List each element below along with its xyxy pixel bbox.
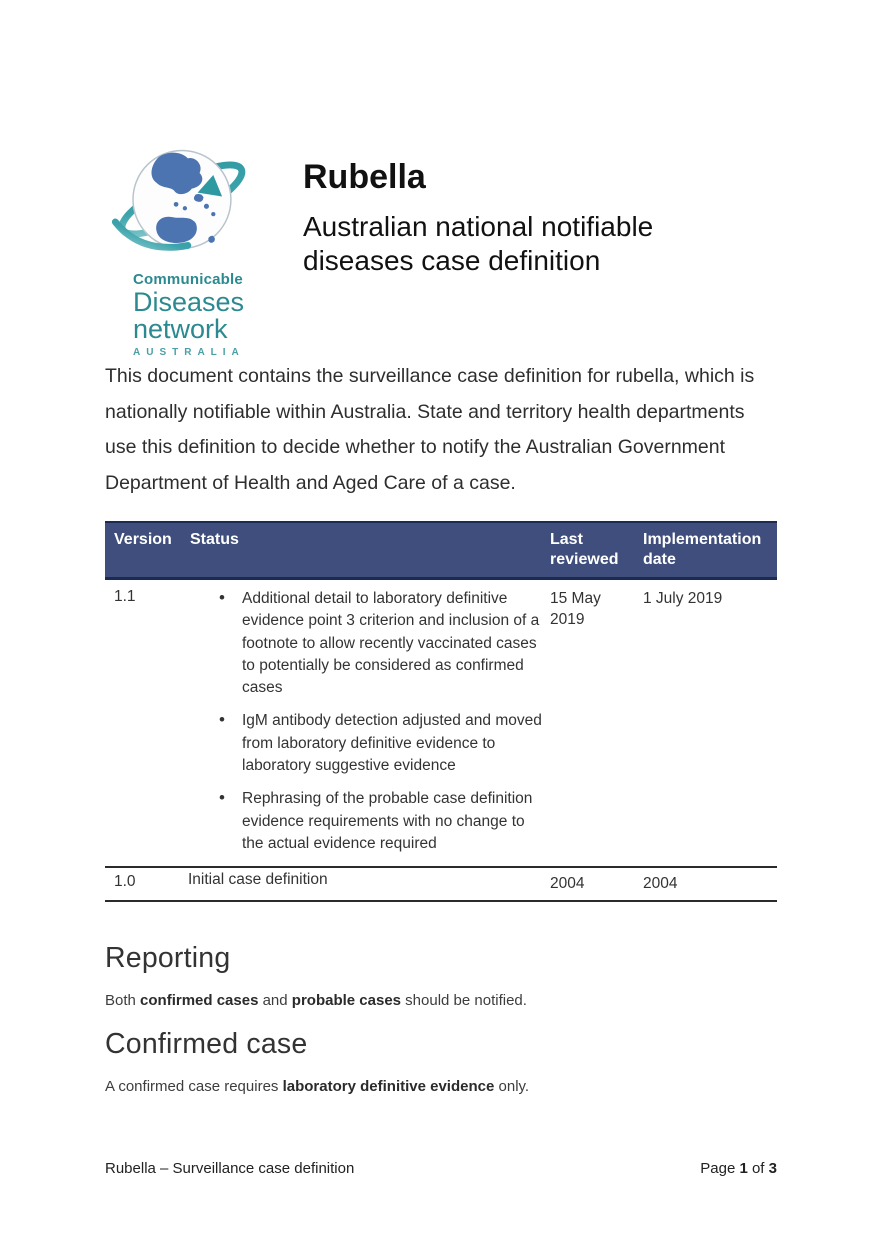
logo-word-diseases: Diseases: [133, 287, 245, 317]
last-reviewed-cell: 15 May 2019: [550, 590, 601, 628]
total-page-count: 3: [768, 1160, 777, 1177]
text-run: A confirmed case requires: [105, 1078, 283, 1095]
status-bullet: • IgM antibody detection adjusted and moved from laboratory definitive evidence to laboratory suggestive evidence: [188, 710, 548, 777]
column-header-status: Status: [188, 522, 548, 579]
version-cell: 1.0: [105, 867, 188, 901]
bold-laboratory-definitive-evidence: laboratory definitive evidence: [282, 1078, 495, 1095]
implementation-date-cell: 1 July 2019: [643, 590, 723, 607]
status-bullet-list: [188, 588, 548, 855]
text-run: and: [258, 992, 292, 1009]
logo-word-network: network: [133, 314, 228, 344]
confirmed-case-paragraph: [105, 1078, 529, 1095]
last-reviewed-cell: 2004: [548, 867, 641, 901]
text-run: Both: [105, 992, 141, 1009]
version-cell: 1.1: [114, 588, 136, 605]
page-title: Rubella: [303, 158, 426, 196]
cdna-logo: [110, 126, 260, 358]
logo-word-australia: AUSTRALIA: [133, 347, 245, 358]
page-footer: [105, 1160, 777, 1177]
status-cell: Initial case definition: [188, 867, 548, 901]
title-block: [303, 158, 763, 278]
version-history-table: [105, 521, 777, 902]
current-page-number: 1: [739, 1160, 748, 1177]
globe-swoosh-icon: [110, 126, 250, 268]
intro-paragraph: This document contains the surveillance case definition for rubella, which is nationally notifiable within Australia. State and territory health departments use this definition to decide whether to notify the Australian Government Department of Health and Aged Care of a case.: [105, 365, 755, 494]
text-run: only.: [494, 1078, 530, 1095]
page-subtitle: Australian national notifiable diseases case definition: [303, 211, 654, 276]
table-row: [105, 579, 777, 868]
table-header-row: [105, 522, 777, 579]
logo-word-communicable: Communicable: [133, 271, 243, 288]
confirmed-case-heading: Confirmed case: [105, 1028, 308, 1060]
column-header-implementation-date: Implementation date: [641, 522, 777, 579]
text-run: of: [747, 1160, 769, 1177]
reporting-heading: Reporting: [105, 942, 231, 974]
status-bullet: • Additional detail to laboratory definitive evidence point 3 criterion and inclusion of a footnote to allow recently vaccinated cases to potentially be considered as confirmed cases: [188, 588, 548, 699]
column-header-version: Version: [105, 522, 188, 579]
implementation-date-cell: 2004: [641, 867, 777, 901]
status-bullet: • Rephrasing of the probable case definition evidence requirements with no change to the actual evidence required: [188, 788, 548, 855]
reporting-paragraph: [105, 992, 527, 1009]
bold-confirmed-cases: confirmed cases: [140, 992, 259, 1009]
table-row: [105, 867, 777, 901]
status-cell: [188, 579, 548, 868]
column-header-last-reviewed: Last reviewed: [548, 522, 641, 579]
logo-wordmark: [110, 272, 260, 358]
text-run: Page: [700, 1160, 740, 1177]
bold-probable-cases: probable cases: [291, 992, 402, 1009]
footer-page-number: [700, 1160, 777, 1177]
footer-document-title: Rubella – Surveillance case definition: [105, 1160, 355, 1177]
text-run: should be notified.: [401, 992, 527, 1009]
